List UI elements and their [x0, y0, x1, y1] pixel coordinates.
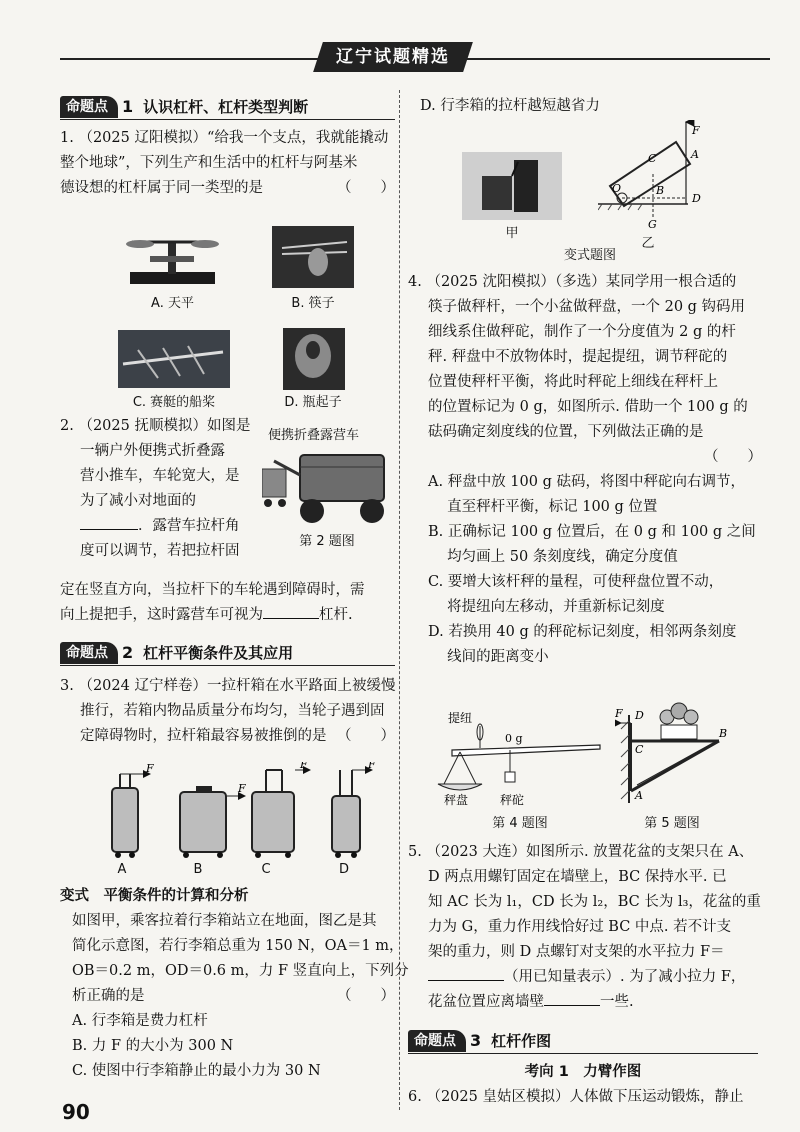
q3-line [60, 724, 395, 749]
section-number: 2 [122, 643, 134, 662]
variant-question [60, 884, 409, 1084]
q2-line-text: ．露营车拉杆角 [138, 518, 240, 534]
zero-mark-label: 0 g [505, 732, 523, 745]
section-3 [408, 1022, 758, 1110]
q5-line-text: 一些. [600, 994, 634, 1010]
section-tag: 命题点 [60, 96, 118, 118]
luggage-photo-jia [462, 152, 562, 220]
q2-figure-title: 便携折叠露营车 [268, 428, 360, 443]
variant-figure-caption: 变式题图 [563, 248, 616, 263]
variant-option: C. 使图中行李箱静止的最小力为 30 N [72, 1063, 321, 1079]
variant-line-text: 析正确的是 [72, 988, 145, 1004]
point-label: D [635, 709, 644, 722]
variant-option: B. 力 F 的大小为 300 N [72, 1038, 234, 1054]
point-label: F [615, 707, 623, 720]
q4-line: 位置使秤杆平衡，将此时秤砣上细线在秤杆上 [428, 374, 718, 390]
camping-cart-image [262, 445, 392, 527]
option-label: D [338, 862, 349, 877]
q5-line: 知 AC 长为 l₁，CD 长为 l₂，BC 长为 l₃，花盆的重 [428, 894, 761, 910]
question-1 [60, 126, 395, 201]
option-label: C [261, 862, 271, 877]
question-3 [60, 674, 395, 749]
point-label: B [656, 184, 665, 197]
point-label: A [635, 789, 643, 802]
q2-line: 2. （2025 抚顺模拟）如图是 [60, 418, 251, 434]
answer-blank [263, 618, 319, 619]
answer-paren: （ ） [337, 180, 395, 196]
pan-label: 秤盘 [444, 793, 469, 807]
q4-line: 细线系住做秤砣，制作了一个分度值为 2 g 的杆 [428, 324, 736, 340]
answer-paren: （ ） [337, 728, 395, 744]
q1-line [60, 176, 395, 201]
luggage-options-figure [100, 762, 390, 862]
point-label: F [692, 124, 700, 137]
q5-line-text: （用已知量表示）. 为了减小拉力 F， [504, 969, 746, 985]
point-label: O [612, 182, 622, 195]
force-label: F [146, 762, 154, 775]
option-label: A [117, 862, 127, 877]
tiniu-label: 提纽 [448, 712, 473, 725]
weight-label: 秤砣 [500, 793, 525, 807]
q3-line: 3. （2024 辽宁样卷）一拉杆箱在水平路面上被缓慢 [60, 678, 396, 694]
option-label: C. 赛艇的船桨 [132, 395, 216, 410]
bottle-opener-image [283, 328, 345, 390]
flower-shelf-figure [615, 695, 735, 807]
section-2 [60, 634, 395, 749]
q1-line: 1. （2025 辽阳模拟）“给我一个支点，我就能撬动 [60, 130, 389, 146]
steelyard-figure [430, 712, 605, 808]
q5-line: 5. （2023 大连）如图所示. 放置花盆的支架只在 A、 [408, 844, 754, 860]
q4-option: B. 正确标记 100 g 位置后，在 0 g 和 100 g 之间 [428, 524, 756, 540]
point-label: A [691, 148, 699, 161]
section-title: 认识杠杆、杠杆类型判断 [143, 98, 309, 116]
variant-option: D. 行李箱的拉杆越短越省力 [420, 98, 600, 114]
option-label: A. 天平 [151, 296, 194, 311]
q4-option: 将提纽向左移动，并重新标记刻度 [428, 599, 665, 615]
section-1-header [60, 94, 395, 120]
section-tag: 命题点 [408, 1030, 466, 1052]
q2-line-text: 向上提把手，这时露营车可视为 [60, 607, 263, 623]
q4-line: 的位置标记为 0 g，如图所示. 借助一个 100 g 的 [428, 399, 748, 415]
question-4 [408, 270, 768, 670]
question-5 [408, 840, 768, 1015]
section-number: 1 [122, 97, 134, 116]
page-header-title: 辽宁试题精选 [336, 47, 450, 67]
force-label: F [368, 762, 376, 771]
q4-line: 砝码确定刻度线的位置，下列做法正确的是 [428, 424, 704, 440]
answer-paren: （ ） [337, 988, 395, 1004]
q2-line: 度可以调节，若把拉杆固 [80, 543, 240, 559]
force-label: F [238, 782, 246, 795]
q3-line-text: 定障碍物时，拉杆箱最容易被推倒的是 [80, 728, 327, 744]
q6-line: 6. （2025 皇姑区模拟）人体做下压运动锻炼，静止 [408, 1089, 744, 1105]
luggage-diagram-yi [598, 120, 718, 232]
q2-line: 定在竖直方向，当拉杆下的车轮遇到障碍时，需 [60, 582, 365, 598]
section-2-header [60, 640, 395, 666]
answer-blank [80, 529, 138, 530]
point-label: C [648, 152, 657, 165]
subsection-title: 考向 1 力臂作图 [524, 1064, 642, 1080]
q4-line: 4. （2025 沈阳模拟）（多选）某同学用一根合适的 [408, 274, 737, 290]
q4-option: 均匀画上 50 条刻度线，确定分度值 [428, 549, 678, 565]
q5-line: 架的重力，则 D 点螺钉对支架的水平拉力 F＝ [428, 944, 725, 960]
answer-blank [544, 1005, 600, 1006]
q4-option: C. 要增大该杆秤的量程，可使秤盘位置不动， [428, 574, 724, 590]
chopsticks-image [272, 226, 354, 288]
q5-figure-caption: 第 5 题图 [644, 816, 700, 831]
q2-line [60, 514, 270, 539]
q3-line: 推行，若箱内物品质量分布均匀，当轮子遇到固 [80, 703, 385, 719]
balance-scale-image [120, 228, 225, 288]
section-3-header [408, 1028, 758, 1054]
q5-line [408, 965, 768, 990]
answer-paren: （ ） [704, 449, 762, 465]
point-label: B [719, 727, 728, 740]
q4-figure-caption: 第 4 题图 [492, 816, 548, 831]
q2-line [60, 603, 395, 628]
variant-line [60, 984, 395, 1009]
question-2-continued [60, 578, 395, 628]
q5-line [408, 990, 768, 1015]
question-2 [60, 414, 270, 564]
q1-line-text: 德设想的杠杆属于同一类型的是 [60, 180, 263, 196]
section-tag: 命题点 [60, 642, 118, 664]
point-label: D [692, 192, 701, 205]
q4-option: 线间的距离变小 [428, 649, 549, 665]
q2-line: 一辆户外便携式折叠露 [80, 443, 225, 459]
variant-line: 简化示意图，若行李箱总重为 150 N，OA＝1 m， [72, 938, 404, 954]
q2-line: 营小推车，车轮宽大，是 [80, 468, 240, 484]
variant-title: 变式 平衡条件的计算和分析 [60, 888, 249, 904]
q2-line: 为了减小对地面的 [80, 493, 196, 509]
figure-label-yi: 乙 [641, 236, 655, 251]
q4-line: 秤. 秤盘中不放物体时，提起提纽，调节秤砣的 [428, 349, 728, 365]
q5-line: D 两点用螺钉固定在墙壁上，BC 保持水平. 已 [428, 869, 727, 885]
force-label: F [300, 762, 308, 771]
figure-label-jia: 甲 [505, 226, 519, 241]
q4-option: A. 秤盘中放 100 g 砝码，将图中秤砣向右调节， [428, 474, 745, 490]
option-label: D. 瓶起子 [284, 395, 342, 410]
q2-figure-caption: 第 2 题图 [299, 534, 355, 549]
section-title: 杠杆平衡条件及其应用 [143, 644, 294, 662]
variant-option-d [420, 94, 770, 119]
point-label: G [648, 218, 657, 231]
q1-line: 整个地球”，下列生产和生活中的杠杆与阿基米 [60, 155, 358, 171]
section-title: 杠杆作图 [491, 1032, 552, 1050]
option-label: B [193, 862, 203, 877]
q5-line-text: 花盆位置应离墙壁 [428, 994, 544, 1010]
page-number: 90 [62, 1100, 90, 1124]
rowing-oar-image [118, 330, 230, 388]
variant-option: A. 行李箱是费力杠杆 [72, 1013, 208, 1029]
q4-option: D. 若换用 40 g 的秤砣标记刻度，相邻两条刻度 [428, 624, 737, 640]
q5-line: 力为 G，重力作用线恰好过 BC 中点. 若不计支 [428, 919, 732, 935]
option-label: B. 筷子 [291, 296, 335, 311]
q4-option: 直至秤杆平衡，标记 100 g 位置 [428, 499, 658, 515]
variant-line: 如图甲，乘客拉着行李箱站立在地面，图乙是其 [72, 913, 377, 929]
q2-line-text: 杠杆. [319, 607, 353, 623]
q4-line: 筷子做秤杆，一个小盆做秤盘，一个 20 g 钩码用 [428, 299, 746, 315]
answer-blank [428, 980, 504, 981]
variant-line: OB＝0.2 m，OD＝0.6 m，力 F 竖直向上，下列分 [72, 963, 409, 979]
left-column [60, 88, 395, 201]
section-number: 3 [470, 1031, 482, 1050]
point-label: C [635, 743, 644, 756]
